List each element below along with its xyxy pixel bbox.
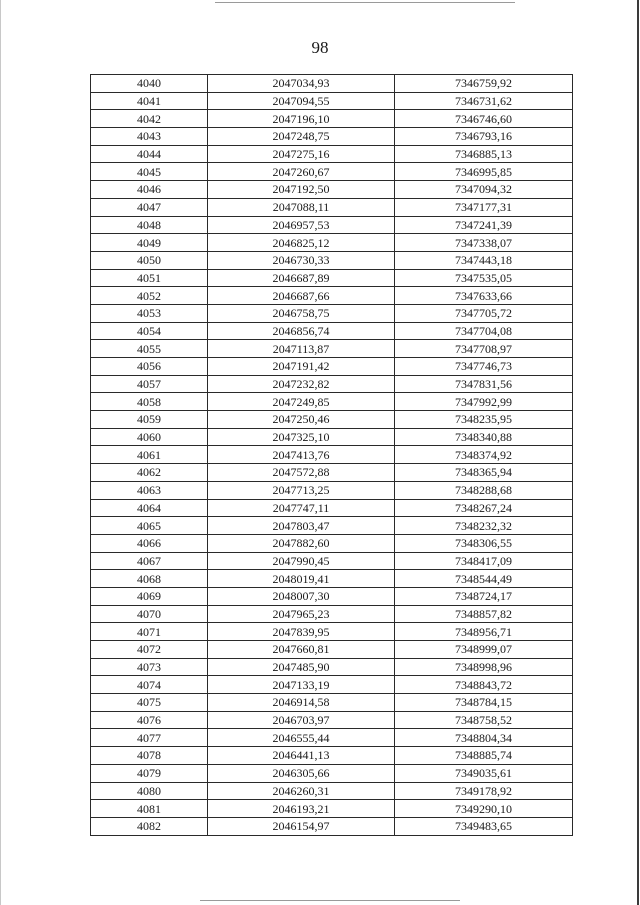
x-coordinate-cell: 2046687,89 <box>208 269 395 287</box>
table-row <box>91 605 573 623</box>
point-number-cell: 4081 <box>91 800 208 818</box>
y-coordinate-cell: 7347705,72 <box>395 304 573 322</box>
x-coordinate-cell: 2046441,13 <box>208 747 395 765</box>
y-coordinate-cell: 7348288,68 <box>395 481 573 499</box>
table-row <box>91 393 573 411</box>
y-coordinate-cell: 7346885,13 <box>395 145 573 163</box>
x-coordinate-cell: 2047485,90 <box>208 658 395 676</box>
point-number-cell: 4061 <box>91 446 208 464</box>
y-coordinate-cell: 7349035,61 <box>395 764 573 782</box>
y-coordinate-cell: 7347633,66 <box>395 287 573 305</box>
y-coordinate-cell: 7346746,60 <box>395 110 573 128</box>
table-row <box>91 800 573 818</box>
point-number-cell: 4057 <box>91 375 208 393</box>
point-number-cell: 4047 <box>91 198 208 216</box>
point-number-cell: 4060 <box>91 428 208 446</box>
table-row <box>91 446 573 464</box>
y-coordinate-cell: 7346731,62 <box>395 92 573 110</box>
point-number-cell: 4051 <box>91 269 208 287</box>
x-coordinate-cell: 2048019,41 <box>208 570 395 588</box>
point-number-cell: 4041 <box>91 92 208 110</box>
y-coordinate-cell: 7348857,82 <box>395 605 573 623</box>
point-number-cell: 4082 <box>91 817 208 835</box>
x-coordinate-cell: 2046730,33 <box>208 251 395 269</box>
point-number-cell: 4071 <box>91 623 208 641</box>
y-coordinate-cell: 7347338,07 <box>395 234 573 252</box>
x-coordinate-cell: 2047196,10 <box>208 110 395 128</box>
x-coordinate-cell: 2047747,11 <box>208 499 395 517</box>
table-row <box>91 570 573 588</box>
point-number-cell: 4069 <box>91 587 208 605</box>
x-coordinate-cell: 2047713,25 <box>208 481 395 499</box>
point-number-cell: 4077 <box>91 729 208 747</box>
table-row <box>91 623 573 641</box>
y-coordinate-cell: 7348340,88 <box>395 428 573 446</box>
y-coordinate-cell: 7347992,99 <box>395 393 573 411</box>
point-number-cell: 4058 <box>91 393 208 411</box>
x-coordinate-cell: 2047260,67 <box>208 163 395 181</box>
x-coordinate-cell: 2046260,31 <box>208 782 395 800</box>
table-row <box>91 181 573 199</box>
table-row <box>91 304 573 322</box>
x-coordinate-cell: 2047572,88 <box>208 464 395 482</box>
point-number-cell: 4056 <box>91 358 208 376</box>
table-row <box>91 658 573 676</box>
y-coordinate-cell: 7348267,24 <box>395 499 573 517</box>
y-coordinate-cell: 7347708,97 <box>395 340 573 358</box>
page-number: 98 <box>311 38 329 57</box>
x-coordinate-cell: 2047250,46 <box>208 411 395 429</box>
table-row <box>91 534 573 552</box>
point-number-cell: 4080 <box>91 782 208 800</box>
table-row <box>91 145 573 163</box>
point-number-cell: 4044 <box>91 145 208 163</box>
y-coordinate-cell: 7347704,08 <box>395 322 573 340</box>
y-coordinate-cell: 7349290,10 <box>395 800 573 818</box>
table-row <box>91 216 573 234</box>
table-row <box>91 676 573 694</box>
point-number-cell: 4042 <box>91 110 208 128</box>
x-coordinate-cell: 2046687,66 <box>208 287 395 305</box>
table-row <box>91 517 573 535</box>
table-row <box>91 251 573 269</box>
x-coordinate-cell: 2047094,55 <box>208 92 395 110</box>
x-coordinate-cell: 2047803,47 <box>208 517 395 535</box>
x-coordinate-cell: 2046703,97 <box>208 711 395 729</box>
y-coordinate-cell: 7348724,17 <box>395 587 573 605</box>
table-row <box>91 375 573 393</box>
scan-top-line <box>215 2 515 3</box>
point-number-cell: 4046 <box>91 181 208 199</box>
x-coordinate-cell: 2046957,53 <box>208 216 395 234</box>
point-number-cell: 4066 <box>91 534 208 552</box>
point-number-cell: 4079 <box>91 764 208 782</box>
y-coordinate-cell: 7348232,32 <box>395 517 573 535</box>
y-coordinate-cell: 7348956,71 <box>395 623 573 641</box>
point-number-cell: 4078 <box>91 747 208 765</box>
point-number-cell: 4064 <box>91 499 208 517</box>
x-coordinate-cell: 2046154,97 <box>208 817 395 835</box>
y-coordinate-cell: 7347746,73 <box>395 358 573 376</box>
y-coordinate-cell: 7348374,92 <box>395 446 573 464</box>
y-coordinate-cell: 7348784,15 <box>395 694 573 712</box>
x-coordinate-cell: 2048007,30 <box>208 587 395 605</box>
scan-left-edge <box>0 0 1 905</box>
point-number-cell: 4049 <box>91 234 208 252</box>
x-coordinate-cell: 2047882,60 <box>208 534 395 552</box>
table-row <box>91 428 573 446</box>
y-coordinate-cell: 7348804,34 <box>395 729 573 747</box>
y-coordinate-cell: 7347241,39 <box>395 216 573 234</box>
y-coordinate-cell: 7348758,52 <box>395 711 573 729</box>
x-coordinate-cell: 2047133,19 <box>208 676 395 694</box>
point-number-cell: 4075 <box>91 694 208 712</box>
y-coordinate-cell: 7349178,92 <box>395 782 573 800</box>
table-row <box>91 711 573 729</box>
y-coordinate-cell: 7347177,31 <box>395 198 573 216</box>
y-coordinate-cell: 7346793,16 <box>395 128 573 146</box>
x-coordinate-cell: 2047232,82 <box>208 375 395 393</box>
point-number-cell: 4048 <box>91 216 208 234</box>
x-coordinate-cell: 2047965,23 <box>208 605 395 623</box>
y-coordinate-cell: 7347094,32 <box>395 181 573 199</box>
y-coordinate-cell: 7349483,65 <box>395 817 573 835</box>
x-coordinate-cell: 2047839,95 <box>208 623 395 641</box>
point-number-cell: 4052 <box>91 287 208 305</box>
table-row <box>91 552 573 570</box>
x-coordinate-cell: 2046825,12 <box>208 234 395 252</box>
x-coordinate-cell: 2046758,75 <box>208 304 395 322</box>
point-number-cell: 4054 <box>91 322 208 340</box>
table-row <box>91 464 573 482</box>
x-coordinate-cell: 2046193,21 <box>208 800 395 818</box>
y-coordinate-cell: 7346759,92 <box>395 75 573 93</box>
table-row <box>91 287 573 305</box>
table-row <box>91 75 573 93</box>
table-row <box>91 641 573 659</box>
y-coordinate-cell: 7347443,18 <box>395 251 573 269</box>
coordinates-table-body <box>91 75 573 836</box>
x-coordinate-cell: 2047088,11 <box>208 198 395 216</box>
scan-right-edge <box>637 0 639 905</box>
table-row <box>91 499 573 517</box>
x-coordinate-cell: 2046856,74 <box>208 322 395 340</box>
x-coordinate-cell: 2046914,58 <box>208 694 395 712</box>
table-row <box>91 764 573 782</box>
table-row <box>91 322 573 340</box>
scan-bottom-line <box>200 900 460 901</box>
table-row <box>91 163 573 181</box>
point-number-cell: 4074 <box>91 676 208 694</box>
table-row <box>91 481 573 499</box>
point-number-cell: 4070 <box>91 605 208 623</box>
point-number-cell: 4062 <box>91 464 208 482</box>
point-number-cell: 4063 <box>91 481 208 499</box>
table-row <box>91 411 573 429</box>
y-coordinate-cell: 7348843,72 <box>395 676 573 694</box>
table-row <box>91 747 573 765</box>
y-coordinate-cell: 7348544,49 <box>395 570 573 588</box>
x-coordinate-cell: 2047660,81 <box>208 641 395 659</box>
table-row <box>91 269 573 287</box>
point-number-cell: 4065 <box>91 517 208 535</box>
table-row <box>91 234 573 252</box>
point-number-cell: 4055 <box>91 340 208 358</box>
point-number-cell: 4045 <box>91 163 208 181</box>
table-row <box>91 92 573 110</box>
y-coordinate-cell: 7348306,55 <box>395 534 573 552</box>
x-coordinate-cell: 2046305,66 <box>208 764 395 782</box>
point-number-cell: 4068 <box>91 570 208 588</box>
point-number-cell: 4072 <box>91 641 208 659</box>
x-coordinate-cell: 2046555,44 <box>208 729 395 747</box>
table-row <box>91 694 573 712</box>
y-coordinate-cell: 7348365,94 <box>395 464 573 482</box>
point-number-cell: 4043 <box>91 128 208 146</box>
x-coordinate-cell: 2047248,75 <box>208 128 395 146</box>
table-row <box>91 340 573 358</box>
y-coordinate-cell: 7347535,05 <box>395 269 573 287</box>
table-row <box>91 358 573 376</box>
point-number-cell: 4067 <box>91 552 208 570</box>
x-coordinate-cell: 2047113,87 <box>208 340 395 358</box>
x-coordinate-cell: 2047191,42 <box>208 358 395 376</box>
coordinates-table <box>90 74 573 836</box>
table-row <box>91 587 573 605</box>
x-coordinate-cell: 2047990,45 <box>208 552 395 570</box>
x-coordinate-cell: 2047413,76 <box>208 446 395 464</box>
point-number-cell: 4076 <box>91 711 208 729</box>
x-coordinate-cell: 2047275,16 <box>208 145 395 163</box>
y-coordinate-cell: 7348999,07 <box>395 641 573 659</box>
x-coordinate-cell: 2047325,10 <box>208 428 395 446</box>
table-row <box>91 782 573 800</box>
y-coordinate-cell: 7348885,74 <box>395 747 573 765</box>
point-number-cell: 4040 <box>91 75 208 93</box>
y-coordinate-cell: 7348417,09 <box>395 552 573 570</box>
x-coordinate-cell: 2047249,85 <box>208 393 395 411</box>
point-number-cell: 4059 <box>91 411 208 429</box>
y-coordinate-cell: 7348235,95 <box>395 411 573 429</box>
y-coordinate-cell: 7346995,85 <box>395 163 573 181</box>
table-row <box>91 817 573 835</box>
table-row <box>91 128 573 146</box>
table-row <box>91 110 573 128</box>
y-coordinate-cell: 7347831,56 <box>395 375 573 393</box>
x-coordinate-cell: 2047034,93 <box>208 75 395 93</box>
point-number-cell: 4053 <box>91 304 208 322</box>
point-number-cell: 4050 <box>91 251 208 269</box>
table-row <box>91 729 573 747</box>
table-row <box>91 198 573 216</box>
y-coordinate-cell: 7348998,96 <box>395 658 573 676</box>
x-coordinate-cell: 2047192,50 <box>208 181 395 199</box>
point-number-cell: 4073 <box>91 658 208 676</box>
